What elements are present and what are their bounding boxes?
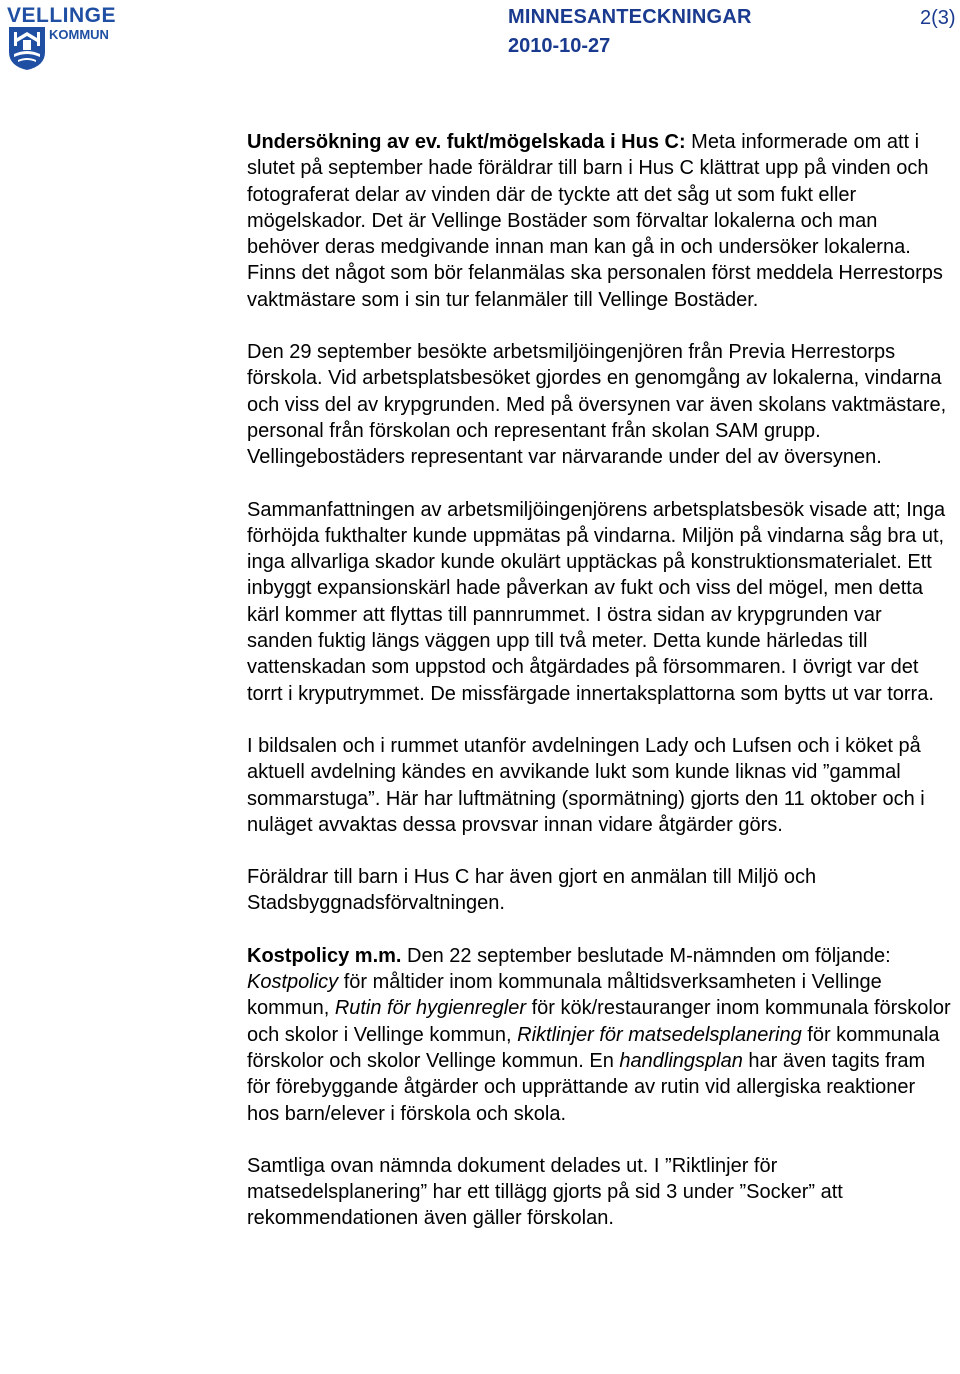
- paragraph-parent-report: Föräldrar till barn i Hus C har även gjort en anmälan till Miljö och Stadsbyggnadsförvaltningen.: [247, 866, 817, 915]
- paragraph-moisture-investigation: [247, 129, 951, 313]
- document-name: Rutin för hygienregler: [334, 997, 527, 1020]
- paragraph-documents-distributed: Samtliga ovan nämnda dokument delades ut. I ”Riktlinjer för matsedelsplanering” har ett tillägg gjorts på sid 3 under ”Socker” att rekommendationen även gäller förskolan.: [247, 1154, 843, 1230]
- document-name: Kostpolicy: [247, 971, 339, 994]
- paragraph-food-policy: Kostpolicy m.m. Den 22 september beslutade M-nämnden om följande: Kostpolicy för måltider inom kommunala måltidsverksamheten i Vellinge kommun, Rutin för hygienregler för kök/restauranger inom kommunala förskolor och skolor i Vellinge kommun, Riktlinjer för matsedelsplanering för kommunala förskolor och skolor Vellinge kommun. En handlingsplan har även tagits fram för förebyggande åtgärder och upprättande av rutin vid allergiska reaktioner hos barn/elever i förskola och skola.: [247, 944, 951, 1125]
- document-title: MINNESANTECKNINGAR: [508, 6, 752, 28]
- paragraph-odor: I bildsalen och i rummet utanför avdelningen Lady och Lufsen och i köket på aktuell avdelning kändes en avvikande lukt som kunde liknas vid ”gammal sommarstuga”. Här har luftmätning (spormätning) gjorts den 11 oktober och i nuläget avvaktas dessa provsvar innan vidare åtgärder görs.: [247, 734, 925, 836]
- paragraph-summary: Sammanfattningen av arbetsmiljöingenjörens arbetsplatsbesök visade att; Inga förhöjda fukthalter kunde uppmätas på vindarna. Miljön på vindarna såg bra ut, inga allvarliga skador kunde okulärt upptäckas på konstruktionsmaterialet. Ett inbyggt expansionskärl hade påverkan av fukt och viss del mögel, men detta kärl kommer att flyttas till pannrummet. I östra sidan av krypgrunden var sanden fuktig längs väggen upp till två meter. Detta kunde härledas till vattenskadan som uppstod och åtgärdades på försommaren. I övrigt var det torrt i kryputrymmet. De missfärgade innertaksplattorna som bytts ut var torra.: [247, 498, 946, 705]
- logo-text-top: VELLINGE: [7, 4, 115, 27]
- document-date: 2010-10-27: [508, 35, 611, 57]
- document-name: handlingsplan: [619, 1049, 743, 1072]
- document-name: Riktlinjer för matsedelsplanering: [517, 1023, 802, 1046]
- page-number: 2(3): [920, 7, 956, 29]
- paragraph-heading: Undersökning av ev. fukt/mögelskada i Hus C:: [247, 131, 686, 153]
- document-body: [247, 129, 951, 1258]
- paragraph-previa-visit: Den 29 september besökte arbetsmiljöingenjören från Previa Herrestorps förskola. Vid arbetsplatsbesöket gjordes en genomgång av lokalerna, vindarna och viss del av krypgrunden. Med på översynen var även skolans vaktmästare, personal från förskolan och representant från skolan SAM grupp. Vellingebostäders representant var närvarande under del av översynen.: [247, 341, 947, 469]
- paragraph-heading: Kostpolicy m.m.: [247, 944, 402, 967]
- municipality-crest-icon: [5, 2, 115, 72]
- paragraph-text: Meta informerade om att i slutet på september hade föräldrar till barn i Hus C klättrat upp på vinden och fotograferat delar av vinden där de tyckte att det såg ut som fukt eller mögelskador. Det är Vellinge Bostäder som förvaltar lokalerna och man behöver deras medgivande innan man kan gå in och undersöker lokalerna. Finns det något som bör felanmälas ska personalen först meddela Herrestorps vaktmästare som i sin tur felanmäler till Vellinge Bostäder.: [247, 131, 943, 311]
- logo-text-bottom: KOMMUN: [49, 27, 109, 42]
- vellinge-kommun-logo: [5, 2, 115, 72]
